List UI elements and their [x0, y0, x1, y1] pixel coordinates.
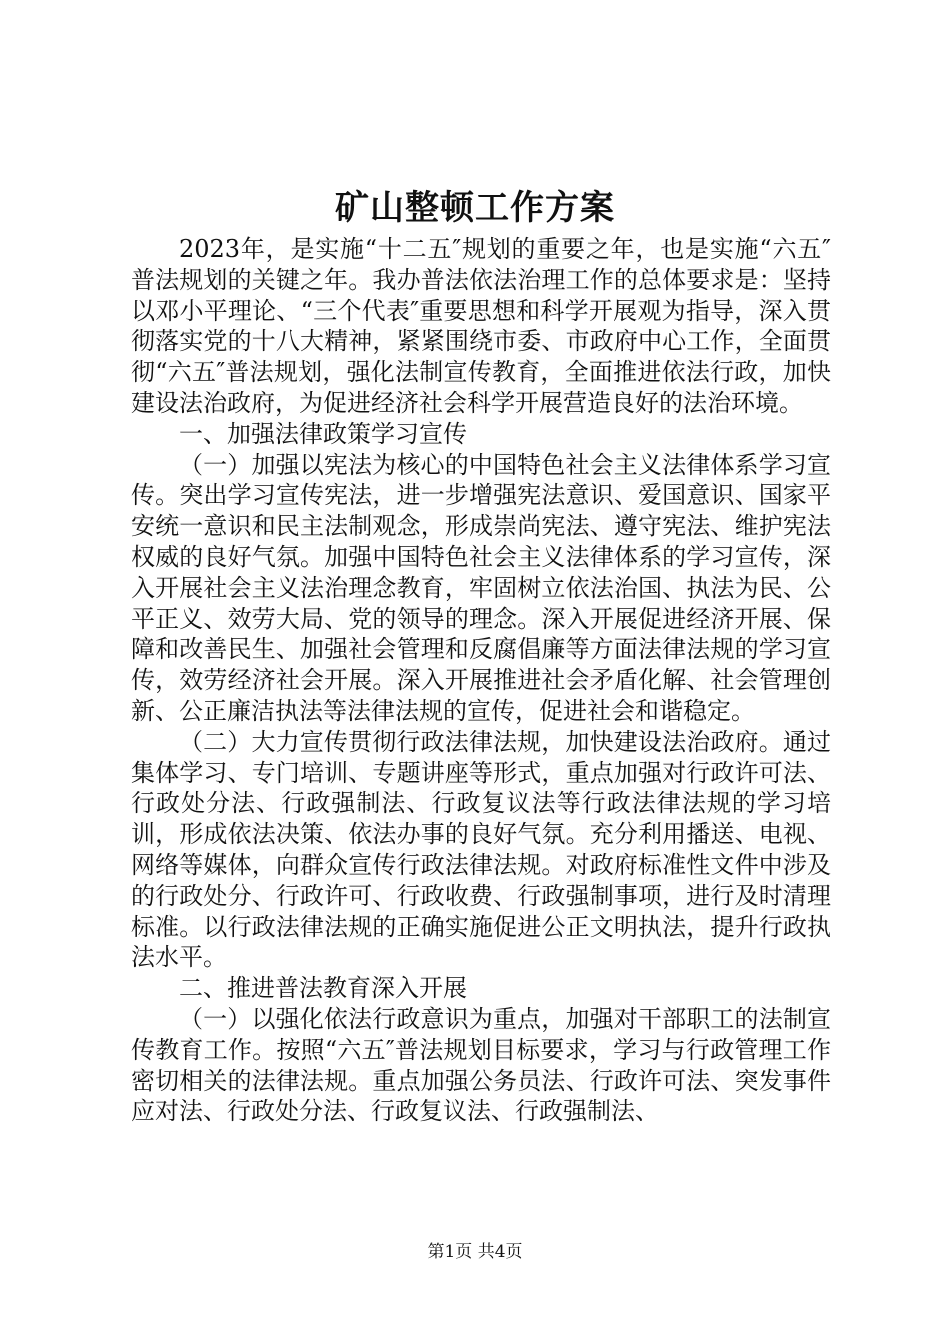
section-1-paragraph-1: （一）加强以宪法为核心的中国特色社会主义法律体系学习宣传。突出学习宣传宪法，进一步增强宪法意识、爱国意识、国家平安统一意识和民主法制观念，形成崇尚宪法、遵守宪法、维护宪法权威的良好气氛。加强中国特色社会主义法律体系的学习宣传，深入开展社会主义法治理念教育，牢固树立依法治国、执法为民、公平正义、效劳大局、党的领导的理念。深入开展促进经济开展、保障和改善民生、加强社会管理和反腐倡廉等方面法律法规的学习宣传，效劳经济社会开展。深入开展推进社会矛盾化解、社会管理创新、公正廉洁执法等法律法规的宣传，促进社会和谐稳定。	[131, 450, 831, 725]
page-footer: 第1页 共4页	[427, 1242, 523, 1262]
intro-paragraph: 2023年，是实施“十二五″规划的重要之年，也是实施“六五″普法规划的关键之年。我办普法依法治理工作的总体要求是：坚持以邓小平理论、“三个代表″重要思想和科学开展观为指导，深入贯彻落实党的十八大精神，紧紧围绕市委、市政府中心工作，全面贯彻“六五″普法规划，强化法制宣传教育，全面推进依法行政，加快建设法治政府，为促进经济社会科学开展营造良好的法治环境。	[131, 235, 831, 417]
document-title: 矿山整顿工作方案	[335, 188, 615, 228]
section-heading-1: 一、加强法律政策学习宣传	[179, 419, 467, 448]
section-heading-2: 二、推进普法教育深入开展	[179, 974, 467, 1003]
section-2-paragraph-1: （一）以强化依法行政意识为重点，加强对干部职工的法制宣传教育工作。按照“六五″普法规划目标要求，学习与行政管理工作密切相关的法律法规。重点加强公务员法、行政许可法、突发事件应对法、行政处分法、行政复议法、行政强制法、	[131, 1004, 831, 1126]
document-body	[131, 234, 831, 1127]
section-1-paragraph-2: （二）大力宣传贯彻行政法律法规，加快建设法治政府。通过集体学习、专门培训、专题讲座等形式，重点加强对行政许可法、行政处分法、行政强制法、行政复议法等行政法律法规的学习培训，形成依法决策、依法办事的良好气氛。充分利用播送、电视、网络等媒体，向群众宣传行政法律法规。对政府标准性文件中涉及的行政处分、行政许可、行政收费、行政强制事项，进行及时清理标准。以行政法律法规的正确实施促进公正文明执法，提升行政执法水平。	[131, 727, 831, 972]
